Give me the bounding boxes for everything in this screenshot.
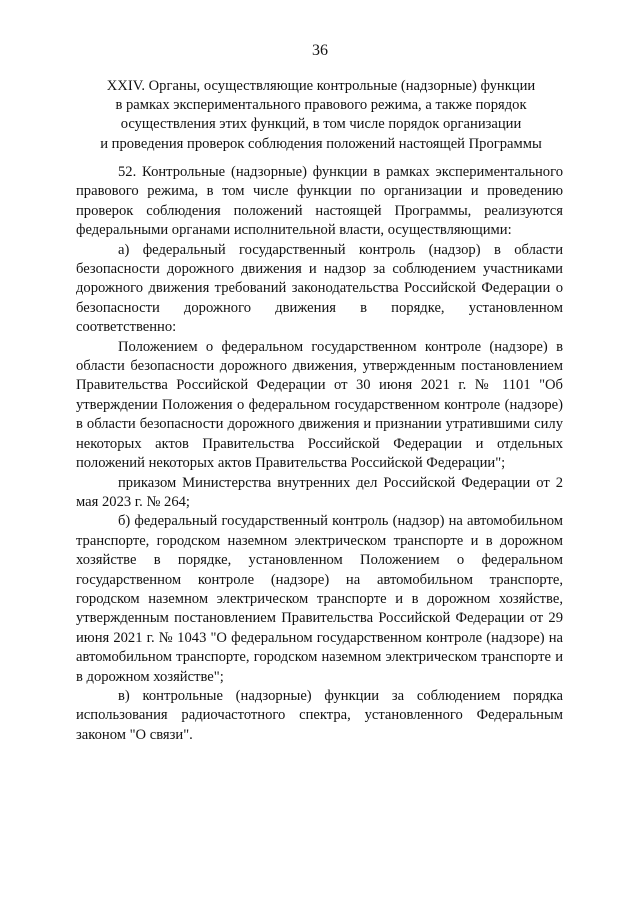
document-body (76, 163, 563, 745)
heading-line: XXIV. Органы, осуществляющие контрольные (надзорные) функции (106, 78, 536, 94)
heading-line: осуществления этих функций, в том числе порядок организации (120, 116, 522, 133)
paragraph-regulation-1101: Положением о федеральном государственном контроле (надзоре) в области безопасности дорожного движения, утвержденным постановлением Правительства Российской Федерации от 30 июня 2021 г. № 1101 "Об утверждении Положения о федеральном государственном контроле (надзоре) в области безопасности дорожного движения и признании утратившими силу некоторых актов Правительства Российской Федерации и отдельных положений некоторых актов Правительства Российской Федерации"; (76, 338, 563, 472)
heading-line: в рамках экспериментального правового режима, а также порядок (115, 97, 527, 114)
paragraph-item-b: б) федеральный государственный контроль (надзор) на автомобильном транспорте, городском наземном электрическом транспорте и в дорожном хозяйстве в порядке, установленном Положением о федеральном государственном контроле (надзоре) на автомобильном транспорте, городском наземном электрическом транспорте и в дорожном хозяйстве, утвержденным постановлением Правительства Российской Федерации от 29 июня 2021 г. № 1043 "О федеральном государственном контроле (надзоре) на автомобильном транспорте, городском наземном электрическом транспорте и в дорожном хозяйстве"; (76, 513, 563, 685)
heading-line: и проведения проверок соблюдения положений настоящей Программы (100, 135, 542, 152)
paragraph-item-a: а) федеральный государственный контроль (надзор) в области безопасности дорожного движения и надзор за соблюдением участниками дорожного движения требований законодательства Российской Федерации о безопасности дорожного движения в порядке, установленном соответственно: (76, 241, 563, 336)
paragraph-item-v: в) контрольные (надзорные) функции за соблюдением порядка использования радиочастотного спектра, установленного Федеральным законом "О связи". (76, 687, 563, 743)
page-number: 36 (312, 42, 328, 59)
paragraph-clause-52: 52. Контрольные (надзорные) функции в рамках экспериментального правового режима, в том числе функции по организации и проведению проверок соблюдения положений настоящей Программы, реализуются федеральными органами исполнительной власти, осуществляющими: (76, 164, 563, 239)
section-heading (76, 77, 566, 154)
paragraph-order-264: приказом Министерства внутренних дел Российской Федерации от 2 мая 2023 г. № 264; (76, 474, 563, 510)
